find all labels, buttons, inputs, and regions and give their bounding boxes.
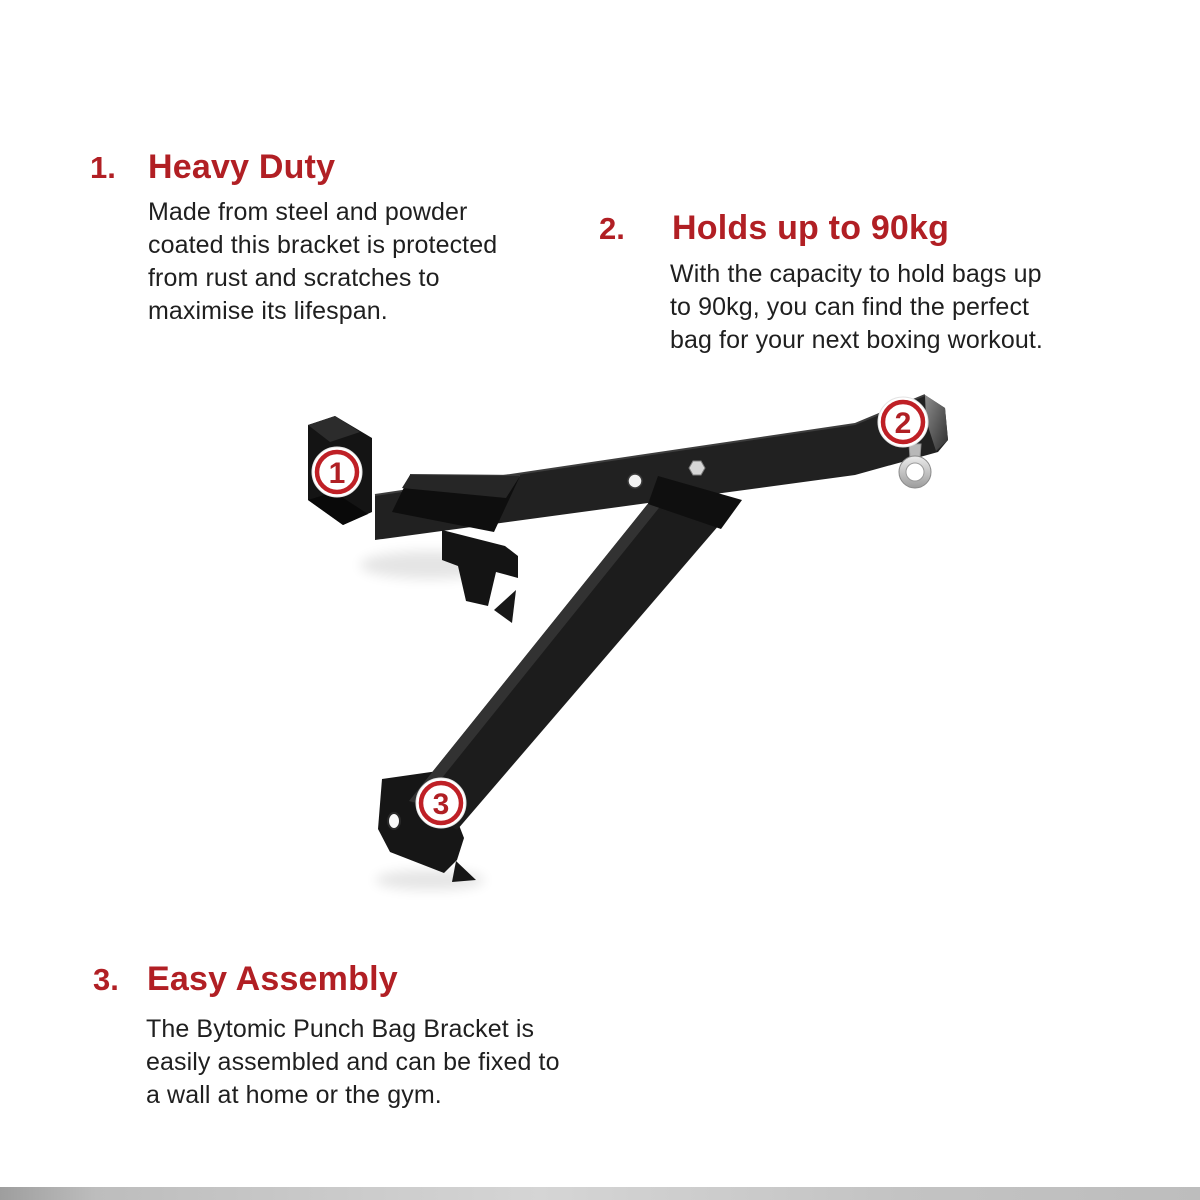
feature-3-title: Easy Assembly: [147, 960, 398, 998]
feature-1-number: 1.: [90, 150, 116, 185]
feature-body-line: a wall at home or the gym.: [146, 1081, 442, 1109]
feature-body-line: maximise its lifespan.: [148, 297, 388, 325]
feature-3-number: 3.: [93, 962, 119, 997]
svg-text:3: 3: [432, 788, 450, 821]
callout-badge-1: [312, 447, 362, 497]
feature-2-description: [670, 258, 1043, 357]
feature-body-line: to 90kg, you can find the perfect: [670, 293, 1030, 321]
feature-body-line: bag for your next boxing workout.: [670, 326, 1043, 354]
feature-body-line: coated this bracket is protected: [148, 231, 498, 259]
feature-1-description: [148, 196, 497, 328]
feature-body-line: easily assembled and can be fixed to: [146, 1048, 560, 1076]
feature-body-line: Made from steel and powder: [148, 198, 468, 226]
feature-body-line: The Bytomic Punch Bag Bracket is: [146, 1015, 535, 1043]
hex-bolt: [689, 461, 705, 475]
feature-body-line: from rust and scratches to: [148, 264, 440, 292]
feature-1-title: Heavy Duty: [148, 148, 336, 186]
callout-badge-2: [878, 397, 928, 447]
feature-2-number: 2.: [599, 211, 625, 246]
svg-text:1: 1: [328, 457, 346, 490]
svg-text:2: 2: [894, 407, 912, 440]
support-strut: [409, 476, 742, 830]
product-image-punch-bag-bracket: [280, 380, 980, 900]
callout-badge-3: [416, 778, 466, 828]
feature-3-description: [146, 1013, 560, 1112]
feature-body-line: With the capacity to hold bags up: [670, 260, 1042, 288]
bolt-hole: [388, 813, 400, 829]
arm-bolt-hole: [628, 474, 642, 488]
bottom-edge-strip: [0, 1187, 1200, 1200]
feature-2-title: Holds up to 90kg: [672, 209, 950, 247]
